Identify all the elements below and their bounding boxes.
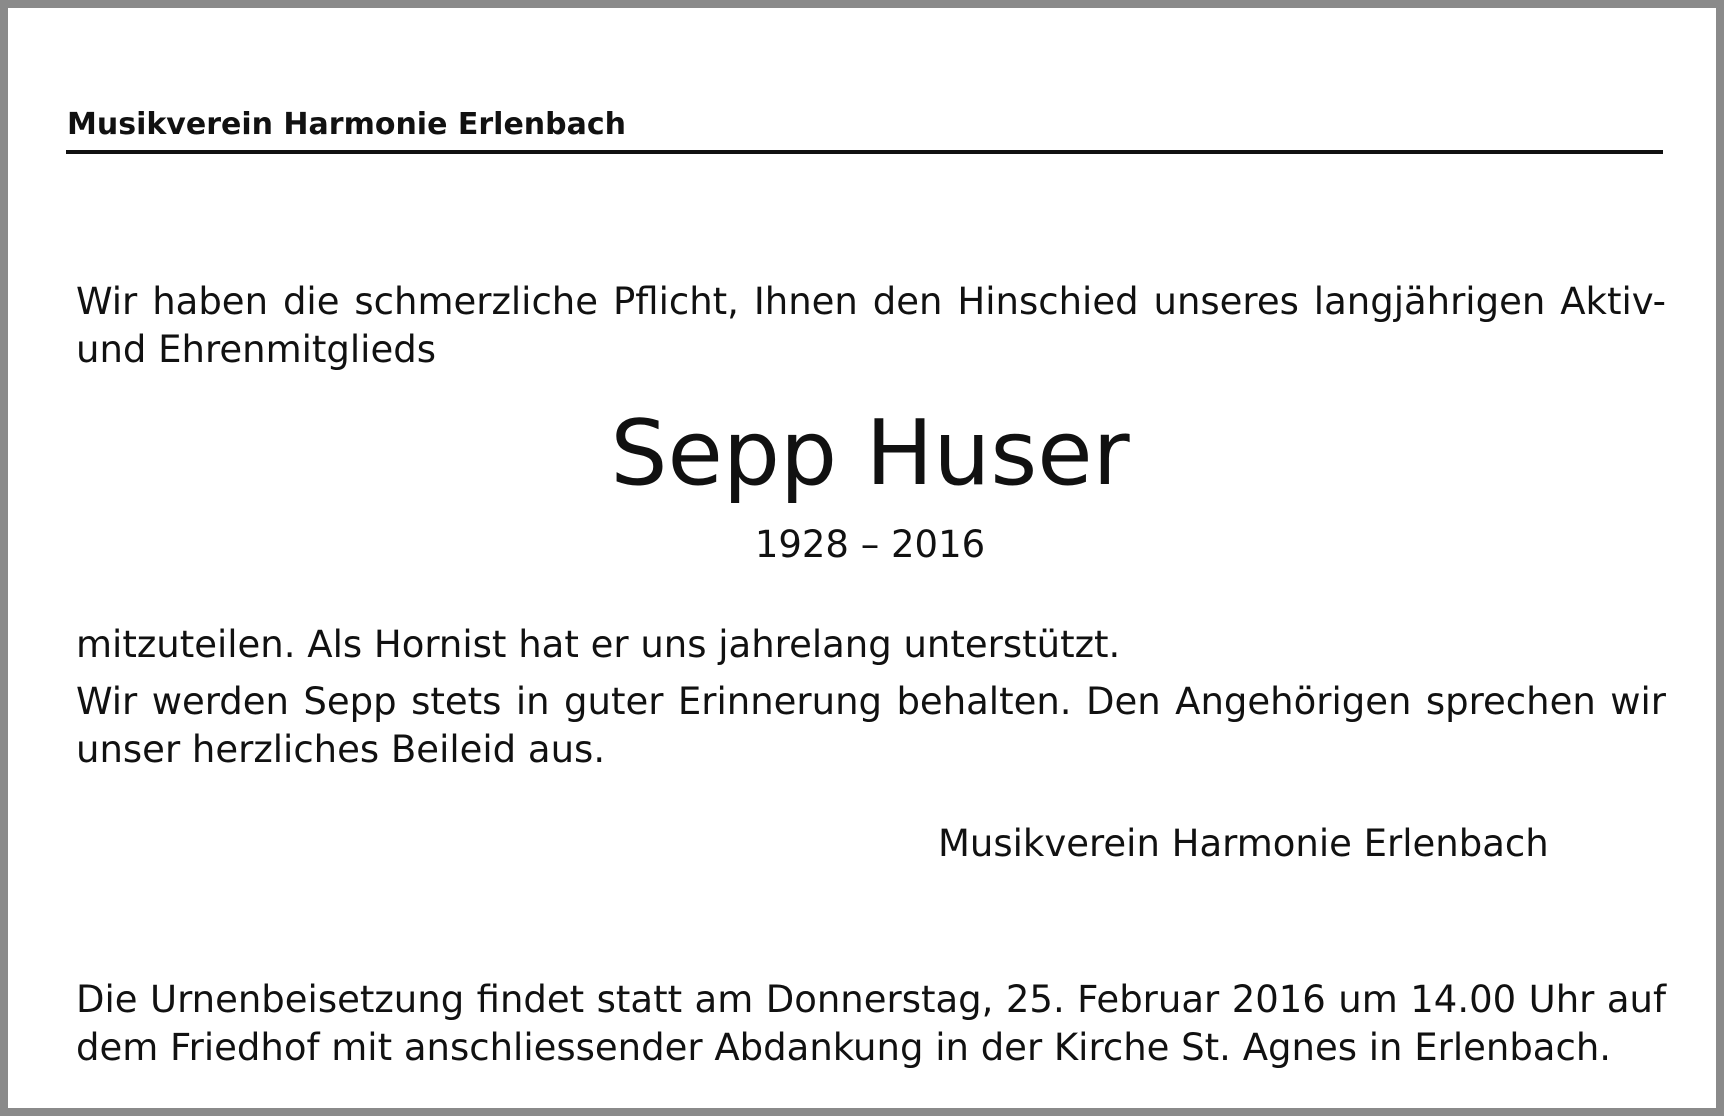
announcement-paragraph: mitzuteilen. Als Hornist hat er uns jahrelang unterstützt. <box>76 623 1121 666</box>
deceased-name: Sepp Huser <box>610 401 1130 506</box>
life-years: 1928 – 2016 <box>754 523 986 566</box>
funeral-info-paragraph: Die Urnenbeisetzung findet statt am Donnerstag, 25. Februar 2016 um 14.00 Uhr auf dem Friedhof mit anschliessender Abdankung in der Kirche St. Agnes in Erlenbach. <box>76 978 1666 1069</box>
signature: Musikverein Harmonie Erlenbach <box>938 822 1549 865</box>
intro-paragraph: Wir haben die schmerzliche Pflicht, Ihnen den Hinschied unseres langjährigen Aktiv- und Ehrenmitglieds <box>76 280 1666 371</box>
header-divider <box>66 150 1663 154</box>
organization-header: Musikverein Harmonie Erlenbach <box>67 107 627 142</box>
obituary-document <box>16 16 1724 1116</box>
condolence-paragraph: Wir werden Sepp stets in guter Erinnerung behalten. Den Angehörigen sprechen wir unser herzliches Beileid aus. <box>76 680 1666 771</box>
